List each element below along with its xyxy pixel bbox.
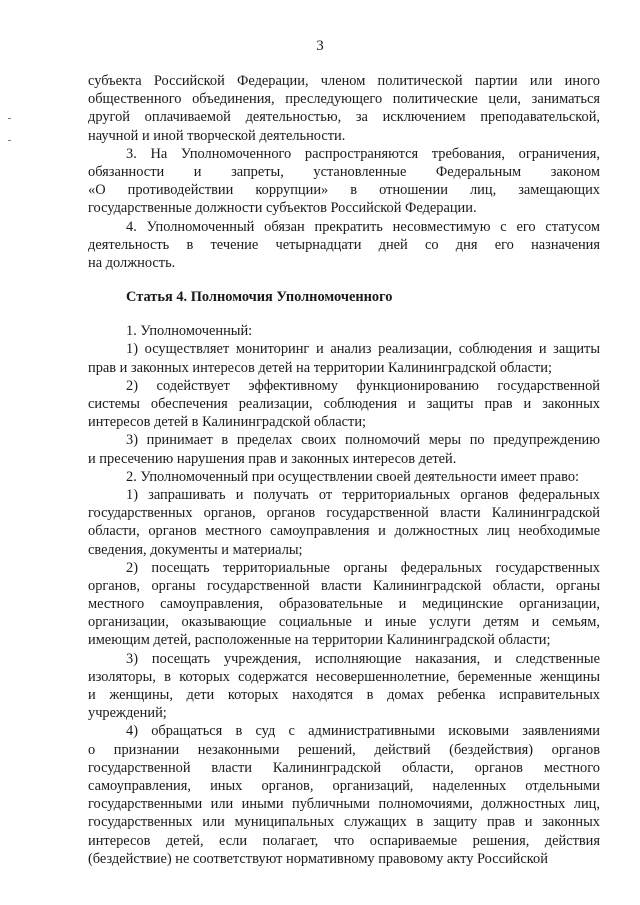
text-line: другой оплачиваемой деятельностью, за исключением преподавательской, bbox=[88, 109, 600, 126]
text-line: на должность. bbox=[88, 254, 176, 271]
text-line: имеющим детей, расположенные на территории Калининградской области; bbox=[88, 632, 551, 649]
paragraph bbox=[88, 72, 600, 145]
text-line: 2. Уполномоченный при осуществлении своей деятельности имеет право: bbox=[126, 468, 580, 485]
paragraph bbox=[88, 322, 600, 340]
article-section bbox=[88, 322, 600, 868]
text-line: 2) посещать территориальные органы федеральных государственных bbox=[126, 559, 600, 576]
article-heading: Статья 4. Полномочия Уполномоченного bbox=[126, 289, 393, 306]
text-line: государственными или иными публичными полномочиями, должностных лиц, bbox=[88, 796, 600, 813]
text-line: общественного объединения, преследующего политические цели, заниматься bbox=[88, 91, 600, 108]
paragraph bbox=[88, 468, 600, 486]
text-line: 3) принимает в пределах своих полномочий меры по предупреждению bbox=[126, 432, 600, 449]
text-line: и женщины, дети которых находятся в домах ребенка исправительных bbox=[88, 687, 600, 704]
paragraph bbox=[88, 145, 600, 218]
paragraph bbox=[88, 559, 600, 650]
text-line: и пресечению нарушения прав и законных интересов детей. bbox=[88, 450, 457, 467]
text-line: 3. На Уполномоченного распространяются требования, ограничения, bbox=[126, 145, 600, 162]
intro-section bbox=[88, 72, 600, 272]
text-line: изоляторы, в которых содержатся несовершеннолетние, беременные женщины bbox=[88, 668, 600, 685]
text-line: обязанности и запреты, установленные Федеральным законом bbox=[88, 163, 600, 180]
text-line: интересов детей в Калининградской области; bbox=[88, 414, 367, 431]
text-line: 4. Уполномоченный обязан прекратить несовместимую с его статусом bbox=[126, 218, 600, 235]
text-line: 1. Уполномоченный: bbox=[126, 323, 253, 340]
paragraph bbox=[88, 377, 600, 432]
paragraph bbox=[88, 218, 600, 273]
text-line: местного самоуправления, образовательные и медицинские организации, bbox=[88, 596, 600, 613]
text-line: системы обеспечения реализации, соблюдения и защиты прав и законных bbox=[88, 396, 600, 413]
text-line: государственных органов, органов государственной власти Калининградской bbox=[88, 505, 600, 522]
text-line: государственные должности субъектов Российской Федерации. bbox=[88, 200, 477, 217]
text-line: учреждений; bbox=[88, 705, 167, 722]
text-line: 2) содействует эффективному функционированию государственной bbox=[126, 377, 600, 394]
text-line: государственной власти Калининградской области, органов местного bbox=[88, 759, 600, 776]
text-line: самоуправления, иных органов, организаций, наделенных отдельными bbox=[88, 777, 600, 794]
margin-mark bbox=[8, 118, 11, 119]
text-line: деятельность в течение четырнадцати дней со дня его назначения bbox=[88, 236, 600, 253]
text-line: прав и законных интересов детей на территории Калининградской области; bbox=[88, 359, 552, 376]
text-line: органов, органы государственной власти Калининградской области, органы bbox=[88, 577, 600, 594]
spacer bbox=[88, 306, 600, 322]
document-body bbox=[88, 72, 600, 868]
text-line: 4) обращаться в суд с административными исковыми заявлениями bbox=[126, 723, 600, 740]
paragraph bbox=[88, 486, 600, 559]
margin-mark bbox=[8, 140, 11, 141]
paragraph bbox=[88, 722, 600, 868]
text-line: организации, оказывающие социальные и иные услуги детям и семьям, bbox=[88, 614, 600, 631]
page-number: 3 bbox=[316, 38, 324, 54]
text-line: «О противодействии коррупции» в отношении лиц, замещающих bbox=[88, 182, 600, 199]
text-line: субъекта Российской Федерации, членом политической партии или иного bbox=[88, 73, 600, 89]
spacer bbox=[88, 272, 600, 288]
text-line: 1) запрашивать и получать от территориальных органов федеральных bbox=[126, 486, 600, 503]
text-line: научной и иной творческой деятельности. bbox=[88, 127, 346, 144]
text-line: (бездействие) не соответствуют нормативному правовому акту Российской bbox=[88, 850, 548, 867]
text-line: о признании незаконными решений, действий (бездействия) органов bbox=[88, 741, 600, 758]
text-line: 1) осуществляет мониторинг и анализ реализации, соблюдения и защиты bbox=[126, 341, 600, 358]
text-line: интересов детей, если полагает, что оспариваемые решения, действия bbox=[88, 832, 600, 849]
paragraph bbox=[88, 431, 600, 467]
text-line: 3) посещать учреждения, исполняющие наказания, и следственные bbox=[126, 650, 600, 667]
paragraph bbox=[88, 650, 600, 723]
paragraph bbox=[88, 340, 600, 376]
text-line: сведения, документы и материалы; bbox=[88, 541, 303, 558]
text-line: области, органов местного самоуправления и должностных лиц необходимые bbox=[88, 523, 600, 540]
text-line: государственных или муниципальных служащих в защиту прав и законных bbox=[88, 814, 600, 831]
